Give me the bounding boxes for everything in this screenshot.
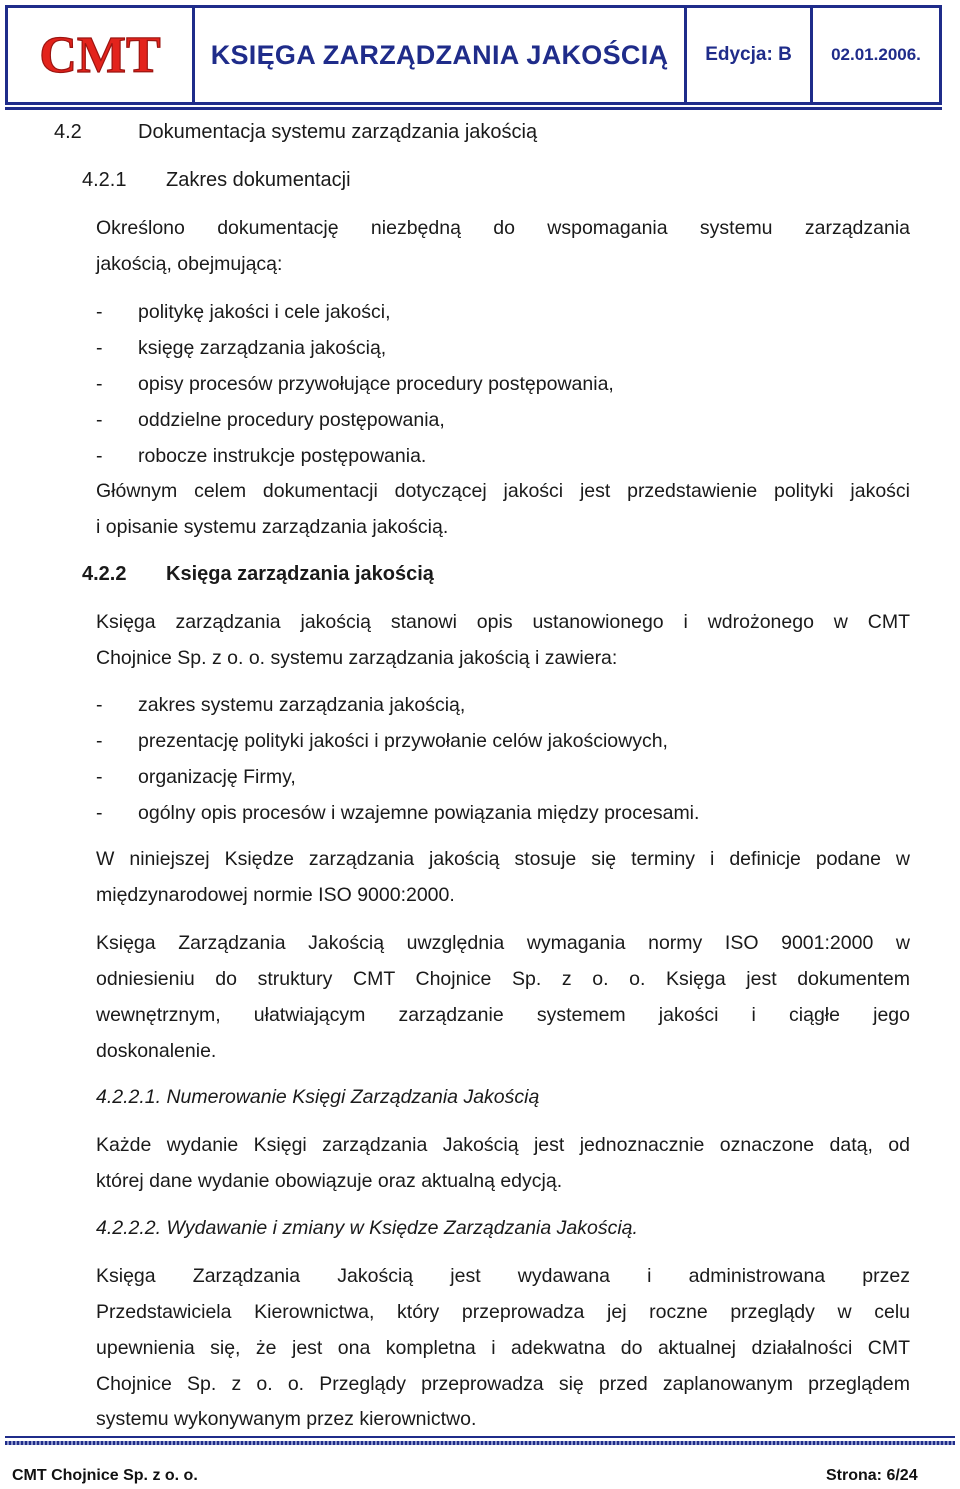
list-bullet: - [96, 766, 103, 788]
paragraph-line: wewnętrznym, ułatwiającym zarządzanie systemem jakości i ciągłe jego [96, 1004, 910, 1026]
list-bullet: - [96, 802, 103, 824]
edition-label: Edycja: B [687, 5, 813, 105]
paragraph-line: Chojnice Sp. z o. o. systemu zarządzania jakością i zawiera: [96, 647, 618, 669]
section-title: Dokumentacja systemu zarządzania jakością [138, 121, 538, 143]
list-bullet: - [96, 730, 103, 752]
list-item: robocze instrukcje postępowania. [138, 445, 427, 467]
paragraph-line: międzynarodowej normie ISO 9000:2000. [96, 884, 455, 906]
edition-date: 02.01.2006. [813, 5, 942, 105]
paragraph-line: doskonalenie. [96, 1040, 217, 1062]
list-item: politykę jakości i cele jakości, [138, 301, 391, 323]
footer-divider-pattern [5, 1441, 955, 1445]
list-item: księgę zarządzania jakością, [138, 337, 387, 359]
subsection-number: 4.2.1 [82, 169, 127, 191]
list-item: opisy procesów przywołujące procedury postępowania, [138, 373, 614, 395]
list-bullet: - [96, 409, 103, 431]
list-bullet: - [96, 337, 103, 359]
subsubsection-title: 4.2.2.1. Numerowanie Księgi Zarządzania Jakością [96, 1086, 540, 1108]
paragraph-line: Księga zarządzania jakością stanowi opis ustanowionego i wdrożonego w CMT [96, 611, 910, 633]
list-item: oddzielne procedury postępowania, [138, 409, 445, 431]
document-header [5, 5, 942, 105]
paragraph-line: upewnienia się, że jest ona kompletna i adekwatna do aktualnej działalności CMT [96, 1337, 910, 1359]
svg-text:CMT: CMT [39, 27, 161, 83]
subsection-title: Zakres dokumentacji [166, 169, 351, 191]
list-bullet: - [96, 445, 103, 467]
footer-company: CMT Chojnice Sp. z o. o. [12, 1467, 198, 1484]
list-item: organizację Firmy, [138, 766, 296, 788]
paragraph-line: jakością, obejmującą: [96, 253, 283, 275]
list-item: prezentację polityki jakości i przywołanie celów jakościowych, [138, 730, 668, 752]
cmt-logo-icon [25, 27, 175, 83]
paragraph-line: Określono dokumentację niezbędną do wspomagania systemu zarządzania [96, 217, 910, 239]
company-logo [5, 5, 195, 105]
paragraph-line: której dane wydanie obowiązuje oraz aktualną edycją. [96, 1170, 563, 1192]
paragraph-line: Głównym celem dokumentacji dotyczącej jakości jest przedstawienie polityki jakości [96, 480, 910, 502]
section-number: 4.2 [54, 121, 82, 143]
subsubsection-title: 4.2.2.2. Wydawanie i zmiany w Księdze Zarządzania Jakością. [96, 1217, 638, 1239]
list-item: ogólny opis procesów i wzajemne powiązania między procesami. [138, 802, 700, 824]
paragraph-line: odniesieniu do struktury CMT Chojnice Sp. z o. o. Księga jest dokumentem [96, 968, 910, 990]
page-number: Strona: 6/24 [826, 1467, 918, 1484]
list-bullet: - [96, 301, 103, 323]
paragraph-line: Każde wydanie Księgi zarządzania Jakością jest jednoznacznie oznaczone datą, od [96, 1134, 910, 1156]
paragraph-line: systemu wykonywanym przez kierownictwo. [96, 1408, 477, 1430]
paragraph-line: Przedstawiciela Kierownictwa, który przeprowadza jej roczne przeglądy w celu [96, 1301, 910, 1323]
paragraph-line: Chojnice Sp. z o. o. Przeglądy przeprowadza się przed zaplanowanym przeglądem [96, 1373, 910, 1395]
list-item: zakres systemu zarządzania jakością, [138, 694, 466, 716]
paragraph-line: W niniejszej Księdze zarządzania jakością stosuje się terminy i definicje podane w [96, 848, 910, 870]
paragraph-line: Księga Zarządzania Jakością jest wydawana i administrowana przez [96, 1265, 910, 1287]
subsection-number: 4.2.2 [82, 563, 127, 585]
header-divider [5, 107, 942, 110]
paragraph-line: Księga Zarządzania Jakością uwzględnia wymagania normy ISO 9001:2000 w [96, 932, 910, 954]
list-bullet: - [96, 373, 103, 395]
subsection-title: Księga zarządzania jakością [166, 563, 434, 585]
list-bullet: - [96, 694, 103, 716]
document-title: KSIĘGA ZARZĄDZANIA JAKOŚCIĄ [195, 5, 687, 105]
paragraph-line: i opisanie systemu zarządzania jakością. [96, 516, 449, 538]
footer-divider [5, 1436, 955, 1438]
